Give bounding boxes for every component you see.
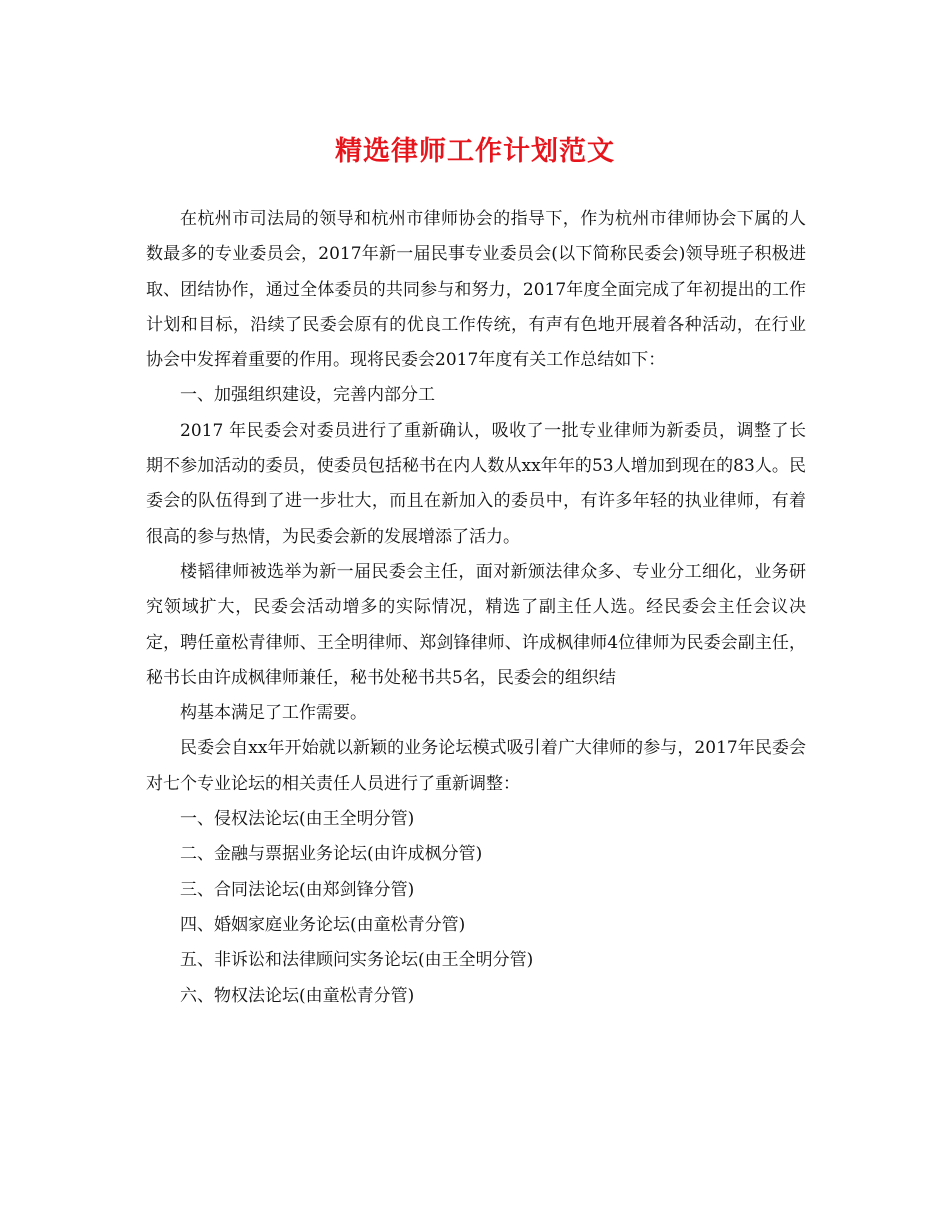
forum-list-item: 五、非诉讼和法律顾问实务论坛(由王全明分管): [180, 950, 534, 971]
section-heading-organization: 一、加强组织建设，完善内部分工: [180, 385, 435, 406]
paragraph-structure: 构基本满足了工作需要。: [180, 703, 367, 724]
forum-list-item: 二、金融与票据业务论坛(由许成枫分管): [180, 844, 483, 865]
paragraph-forums-intro: 民委会自xx年开始就以新颖的业务论坛模式吸引着广大律师的参与，2017年民委会对七个专业论坛的相关责任人员进行了重新调整：: [146, 738, 806, 794]
paragraph-committee-members: 2017 年民委会对委员进行了重新确认，吸收了一批专业律师为新委员，调整了长期不参加活动的委员，使委员包括秘书在内人数从xx年年的53人增加到现在的83人。民委会的队伍得到了进一步壮大，而且在新加入的委员中，有许多年轻的执业律师，有着很高的参与热情，为民委会新的发展增添了活力。: [146, 420, 806, 547]
forum-list-item: 六、物权法论坛(由童松青分管): [180, 985, 415, 1006]
paragraph-leadership: 楼韬律师被选举为新一届民委会主任，面对新颁法律众多、专业分工细化，业务研究领域扩大，民委会活动增多的实际情况，精选了副主任人选。经民委会主任会议决定，聘任童松青律师、王全明律师、郑剑锋律师、许成枫律师4位律师为民委会副主任，秘书长由许成枫律师兼任，秘书处秘书共5名，民委会的组织结: [146, 561, 806, 688]
forum-list-item: 一、侵权法论坛(由王全明分管): [180, 809, 415, 830]
document-title: 精选律师工作计划范文: [335, 136, 615, 167]
forum-list-item: 四、婚姻家庭业务论坛(由童松青分管): [180, 914, 466, 935]
paragraph-intro: 在杭州市司法局的领导和杭州市律师协会的指导下，作为杭州市律师协会下属的人数最多的专业委员会，2017年新一届民事专业委员会(以下简称民委会)领导班子积极进取、团结协作，通过全体委员的共同参与和努力，2017年度全面完成了年初提出的工作计划和目标，沿续了民委会原有的优良工作传统，有声有色地开展着各种活动，在行业协会中发挥着重要的作用。现将民委会2017年度有关工作总结如下：: [146, 209, 806, 371]
forum-list-item: 三、合同法论坛(由郑剑锋分管): [180, 879, 415, 900]
document-body: [146, 202, 806, 1014]
